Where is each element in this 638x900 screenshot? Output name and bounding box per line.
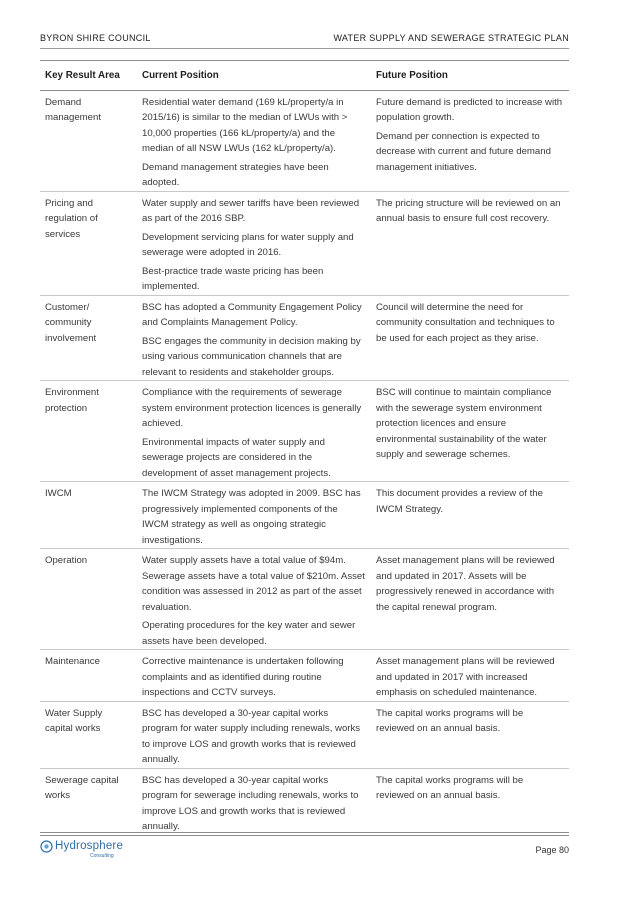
current-position-paragraph: Residential water demand (169 kL/property/a in 2015/16) is similar to the median of LWUs with > 10,000 properties (166 kL/property/a) and the median of all NSW LWUs (162 kL/property/a).: [142, 96, 348, 154]
current-position-cell: [137, 381, 371, 482]
current-position-cell: [137, 549, 371, 650]
footer-divider: [40, 832, 569, 833]
table-row: [40, 295, 569, 381]
future-position-cell: [371, 768, 569, 835]
key-result-area-cell: Sewerage capital works: [40, 768, 137, 835]
table-body: [40, 90, 569, 835]
future-position-paragraph: BSC will continue to maintain compliance with the sewerage system environment protection licences and ensure environmental sustainability of the water supply and sewerage schemes.: [376, 387, 552, 460]
column-header-future-position: Future Position: [371, 61, 569, 91]
key-result-area-cell: IWCM: [40, 482, 137, 549]
key-result-area-cell: Demand management: [40, 90, 137, 191]
future-position-paragraph: Council will determine the need for community consultation and techniques to be used for each project as they arise.: [376, 301, 555, 344]
current-position-paragraph: Water supply and sewer tariffs have been reviewed as part of the 2016 SBP.: [142, 197, 360, 224]
current-position-paragraph: The IWCM Strategy was adopted in 2009. BSC has progressively implemented components of the IWCM strategy as well as ongoing strategic investigations.: [142, 488, 361, 546]
future-position-paragraph: This document provides a review of the IWCM Strategy.: [376, 488, 543, 515]
future-position-paragraph: The pricing structure will be reviewed on an annual basis to ensure full cost recovery.: [376, 197, 561, 224]
future-position-cell: [371, 650, 569, 702]
table-header-row: [40, 61, 569, 91]
current-position-paragraph: Operating procedures for the key water and sewer assets have been developed.: [142, 620, 356, 647]
header-organisation: BYRON SHIRE COUNCIL: [40, 33, 151, 43]
current-position-paragraph: Best-practice trade waste pricing has been implemented.: [142, 265, 324, 292]
current-position-cell: [137, 768, 371, 835]
current-position-paragraph: Development servicing plans for water supply and sewerage were adopted in 2016.: [142, 231, 354, 258]
future-position-paragraph: Demand per connection is expected to decrease with current and future demand management initiatives.: [376, 130, 551, 173]
future-position-cell: [371, 549, 569, 650]
current-position-paragraph: BSC has adopted a Community Engagement Policy and Complaints Management Policy.: [142, 301, 362, 328]
future-position-cell: [371, 381, 569, 482]
hydrosphere-logo: [40, 840, 150, 862]
table-row: [40, 650, 569, 702]
future-position-paragraph: Future demand is predicted to increase with population growth.: [376, 96, 563, 123]
logo-subtitle: Consulting: [90, 853, 114, 859]
current-position-cell: [137, 90, 371, 191]
key-result-area-table: [40, 60, 569, 836]
current-position-paragraph: BSC has developed a 30-year capital works program for sewerage including renewals, works to improve LOS and growth works that is reviewed annually.: [142, 774, 359, 832]
header-divider: [40, 48, 569, 49]
current-position-paragraph: Environmental impacts of water supply and sewerage projects are considered in the development of asset management projects.: [142, 436, 331, 479]
current-position-paragraph: Corrective maintenance is undertaken following complaints and as identified during routine inspections and CCTV surveys.: [142, 656, 344, 698]
key-result-area-cell: Operation: [40, 549, 137, 650]
current-position-paragraph: BSC has developed a 30-year capital works program for water supply including renewals, works to improve LOS and growth works that is reviewed annually.: [142, 707, 361, 765]
future-position-paragraph: The capital works programs will be reviewed on an annual basis.: [376, 707, 524, 734]
table-row: [40, 768, 569, 835]
logo-name: Hydrosphere: [55, 840, 124, 852]
column-header-current-position: Current Position: [137, 61, 371, 91]
future-position-cell: [371, 701, 569, 768]
key-result-area-cell: Customer/ community involvement: [40, 295, 137, 381]
current-position-cell: [137, 650, 371, 702]
key-result-area-cell: Environment protection: [40, 381, 137, 482]
current-position-paragraph: Water supply assets have a total value of $94m. Sewerage assets have a total value of $210m. Asset condition was assessed in 2012 as part of the asset revaluation.: [142, 555, 365, 613]
key-result-area-cell: Pricing and regulation of services: [40, 191, 137, 295]
current-position-paragraph: Demand management strategies have been adopted.: [142, 161, 329, 188]
current-position-cell: [137, 295, 371, 381]
page-number: Page 80: [535, 845, 569, 855]
table-row: [40, 381, 569, 482]
key-result-area-cell: Water Supply capital works: [40, 701, 137, 768]
table-row: [40, 482, 569, 549]
future-position-cell: [371, 191, 569, 295]
current-position-cell: [137, 191, 371, 295]
column-header-key-result-area: Key Result Area: [40, 61, 137, 91]
page-header: [40, 33, 569, 47]
current-position-cell: [137, 701, 371, 768]
table-row: [40, 90, 569, 191]
table-row: [40, 549, 569, 650]
table-row: [40, 191, 569, 295]
future-position-cell: [371, 295, 569, 381]
current-position-cell: [137, 482, 371, 549]
current-position-paragraph: BSC engages the community in decision making by using various communication channels that are relevant to residents and stakeholder groups.: [142, 335, 361, 378]
future-position-cell: [371, 482, 569, 549]
current-position-paragraph: Compliance with the requirements of sewerage system environment protection licences is generally achieved.: [142, 387, 362, 429]
future-position-paragraph: Asset management plans will be reviewed and updated in 2017. Assets will be progressively renewed in accordance with the capital renewal program.: [376, 555, 555, 613]
table-row: [40, 701, 569, 768]
future-position-paragraph: The capital works programs will be reviewed on an annual basis.: [376, 774, 524, 801]
future-position-paragraph: Asset management plans will be reviewed and updated in 2017 with increased emphasis on scheduled maintenance.: [376, 656, 555, 698]
hydrosphere-logo-icon: [40, 840, 53, 853]
header-document-title: WATER SUPPLY AND SEWERAGE STRATEGIC PLAN: [333, 33, 569, 43]
key-result-area-cell: Maintenance: [40, 650, 137, 702]
future-position-cell: [371, 90, 569, 191]
